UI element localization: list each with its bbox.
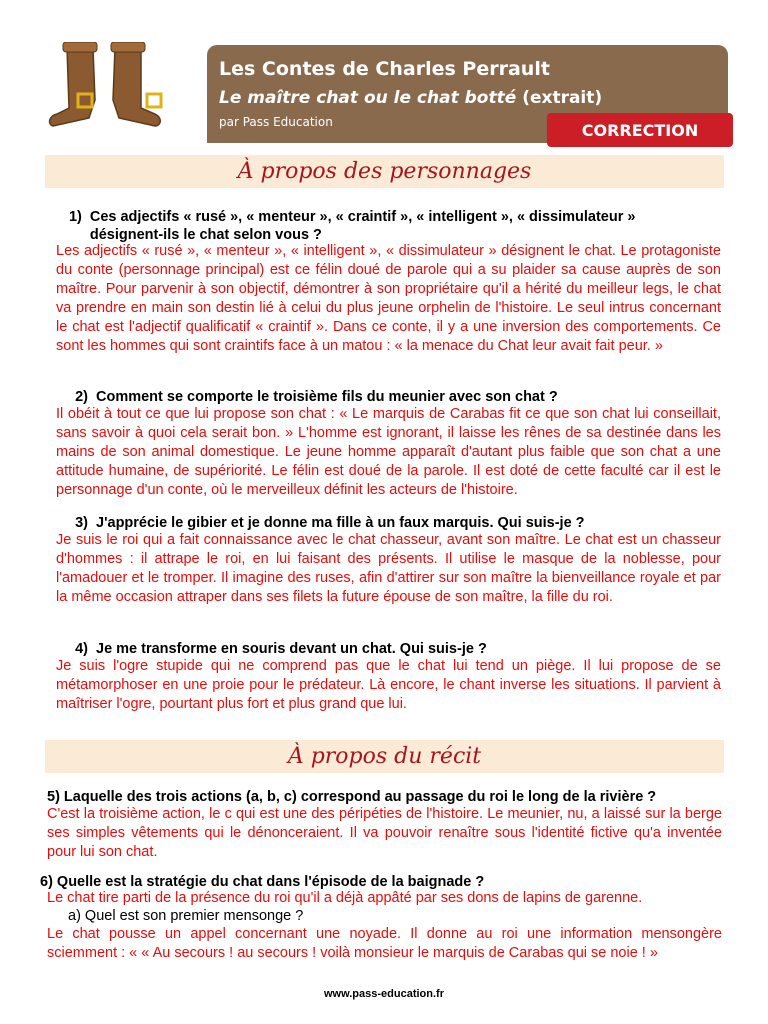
question-number: 1) — [68, 209, 82, 225]
page-subtitle — [219, 88, 602, 108]
question-text: Je me transforme en souris devant un chat. Qui suis-je ? — [96, 641, 487, 657]
question-number: 4) — [75, 641, 88, 657]
section-heading-recit: À propos du récit — [45, 740, 724, 773]
sub-question-6a: a) Quel est son premier mensonge ? — [68, 908, 304, 924]
question-text: Ces adjectifs « rusé », « menteur », « craintif », « intelligent », « dissimulateur » désignent-ils le chat selon vous ? — [89, 209, 636, 243]
question-2 — [60, 388, 700, 406]
subtitle-suffix: (extrait) — [522, 88, 603, 108]
answer-6: Le chat tire parti de la présence du roi qu'il a déjà appâté par ses dons de lapins de garenne. — [47, 890, 643, 906]
question-1 — [60, 208, 700, 244]
question-4 — [60, 640, 700, 658]
question-5: 5) Laquelle des trois actions (a, b, c) correspond au passage du roi le long de la rivière ? — [47, 789, 657, 805]
answer-1: Les adjectifs « rusé », « menteur », « intelligent », « dissimulateur » désignent le chat. Le protagoniste du conte (personnage principal) est ce félin doué de parole qui a su plaider sa cause auprès de son maître. Pour parvenir à son objectif, démontrer à son propriétaire qu'il a hérité du meilleur legs, le chat va prendre en main son destin lié à celui du plus jeune orphelin de l'histoire. Le seul intrus concernant le chat est l'adjectif qualificatif « craintif ». Dans ce conte, il y a une inversion des comportements. Ce sont les hommes qui sont craintifs face à un matou : « la menace du Chat leur avait fait peur. » — [56, 243, 721, 354]
page-title: Les Contes de Charles Perrault — [219, 58, 550, 80]
question-text: J'apprécie le gibier et je donne ma fille à un faux marquis. Qui suis-je ? — [96, 515, 585, 531]
question-text: Comment se comporte le troisième fils du meunier avec son chat ? — [96, 389, 558, 405]
answer-6a: Le chat pousse un appel concernant une noyade. Il donne au roi une information mensongère sciemment : « « Au secours ! au secours ! voilà monsieur le marquis de Carabas qui se noie ! » — [47, 926, 722, 961]
answer-5: C'est la troisième action, le c qui est une des péripéties de l'histoire. Le meunier, nu, a laissé sur la berge ses simples vêtements qui le dénonceraient. Il va pouvoir renaître sous l'identité fictive qu'a inventée pour lui son chat. — [47, 806, 722, 860]
section-heading-personnages: À propos des personnages — [45, 155, 724, 188]
answer-3: Je suis le roi qui a fait connaissance avec le chat chasseur, avant son maître. Le chat est un chasseur d'hommes : il attrape le roi, en lui faisant des présents. Il utilise le masque de la noblesse, pour l'amadouer et le tromper. Il imagine des ruses, afin d'attirer sur son maître la bienveillance royale et par la même occasion attraper dans ses filets la future épouse de son maître, la fille du roi. — [56, 532, 721, 605]
question-number: 3) — [75, 515, 88, 531]
boots-logo — [45, 42, 165, 132]
subtitle-title: Le maître chat ou le chat botté — [219, 88, 517, 108]
question-6: 6) Quelle est la stratégie du chat dans l'épisode de la baignade ? — [40, 874, 485, 890]
question-3 — [60, 514, 700, 532]
answer-4: Je suis l'ogre stupide qui ne comprend pas que le chat lui tend un piège. Il lui propose de se métamorphoser en une proie pour le prédateur. Là encore, le chant inverse les situations. Il parvient à maîtriser l'ogre, pourtant plus fort et plus grand que lui. — [56, 658, 721, 712]
answer-2: Il obéit à tout ce que lui propose son chat : « Le marquis de Carabas fit ce que son chat lui conseillait, sans savoir à quoi cela serait bon. » L'homme est ignorant, il laisse les rênes de sa destinée dans les mains de son animal domestique. Le jeune homme apparaît d'autant plus faible que son chat a une attitude humaine, de supériorité. Le félin est doué de la parole. Il est doté de cette faculté car il est le personnage d'un conte, où le merveilleux définit les acteurs de l'histoire. — [56, 406, 721, 498]
footer-url[interactable]: www.pass-education.fr — [323, 988, 444, 1000]
correction-badge: CORRECTION — [547, 113, 733, 147]
question-number: 2) — [75, 389, 88, 405]
byline: par Pass Education — [219, 115, 333, 129]
